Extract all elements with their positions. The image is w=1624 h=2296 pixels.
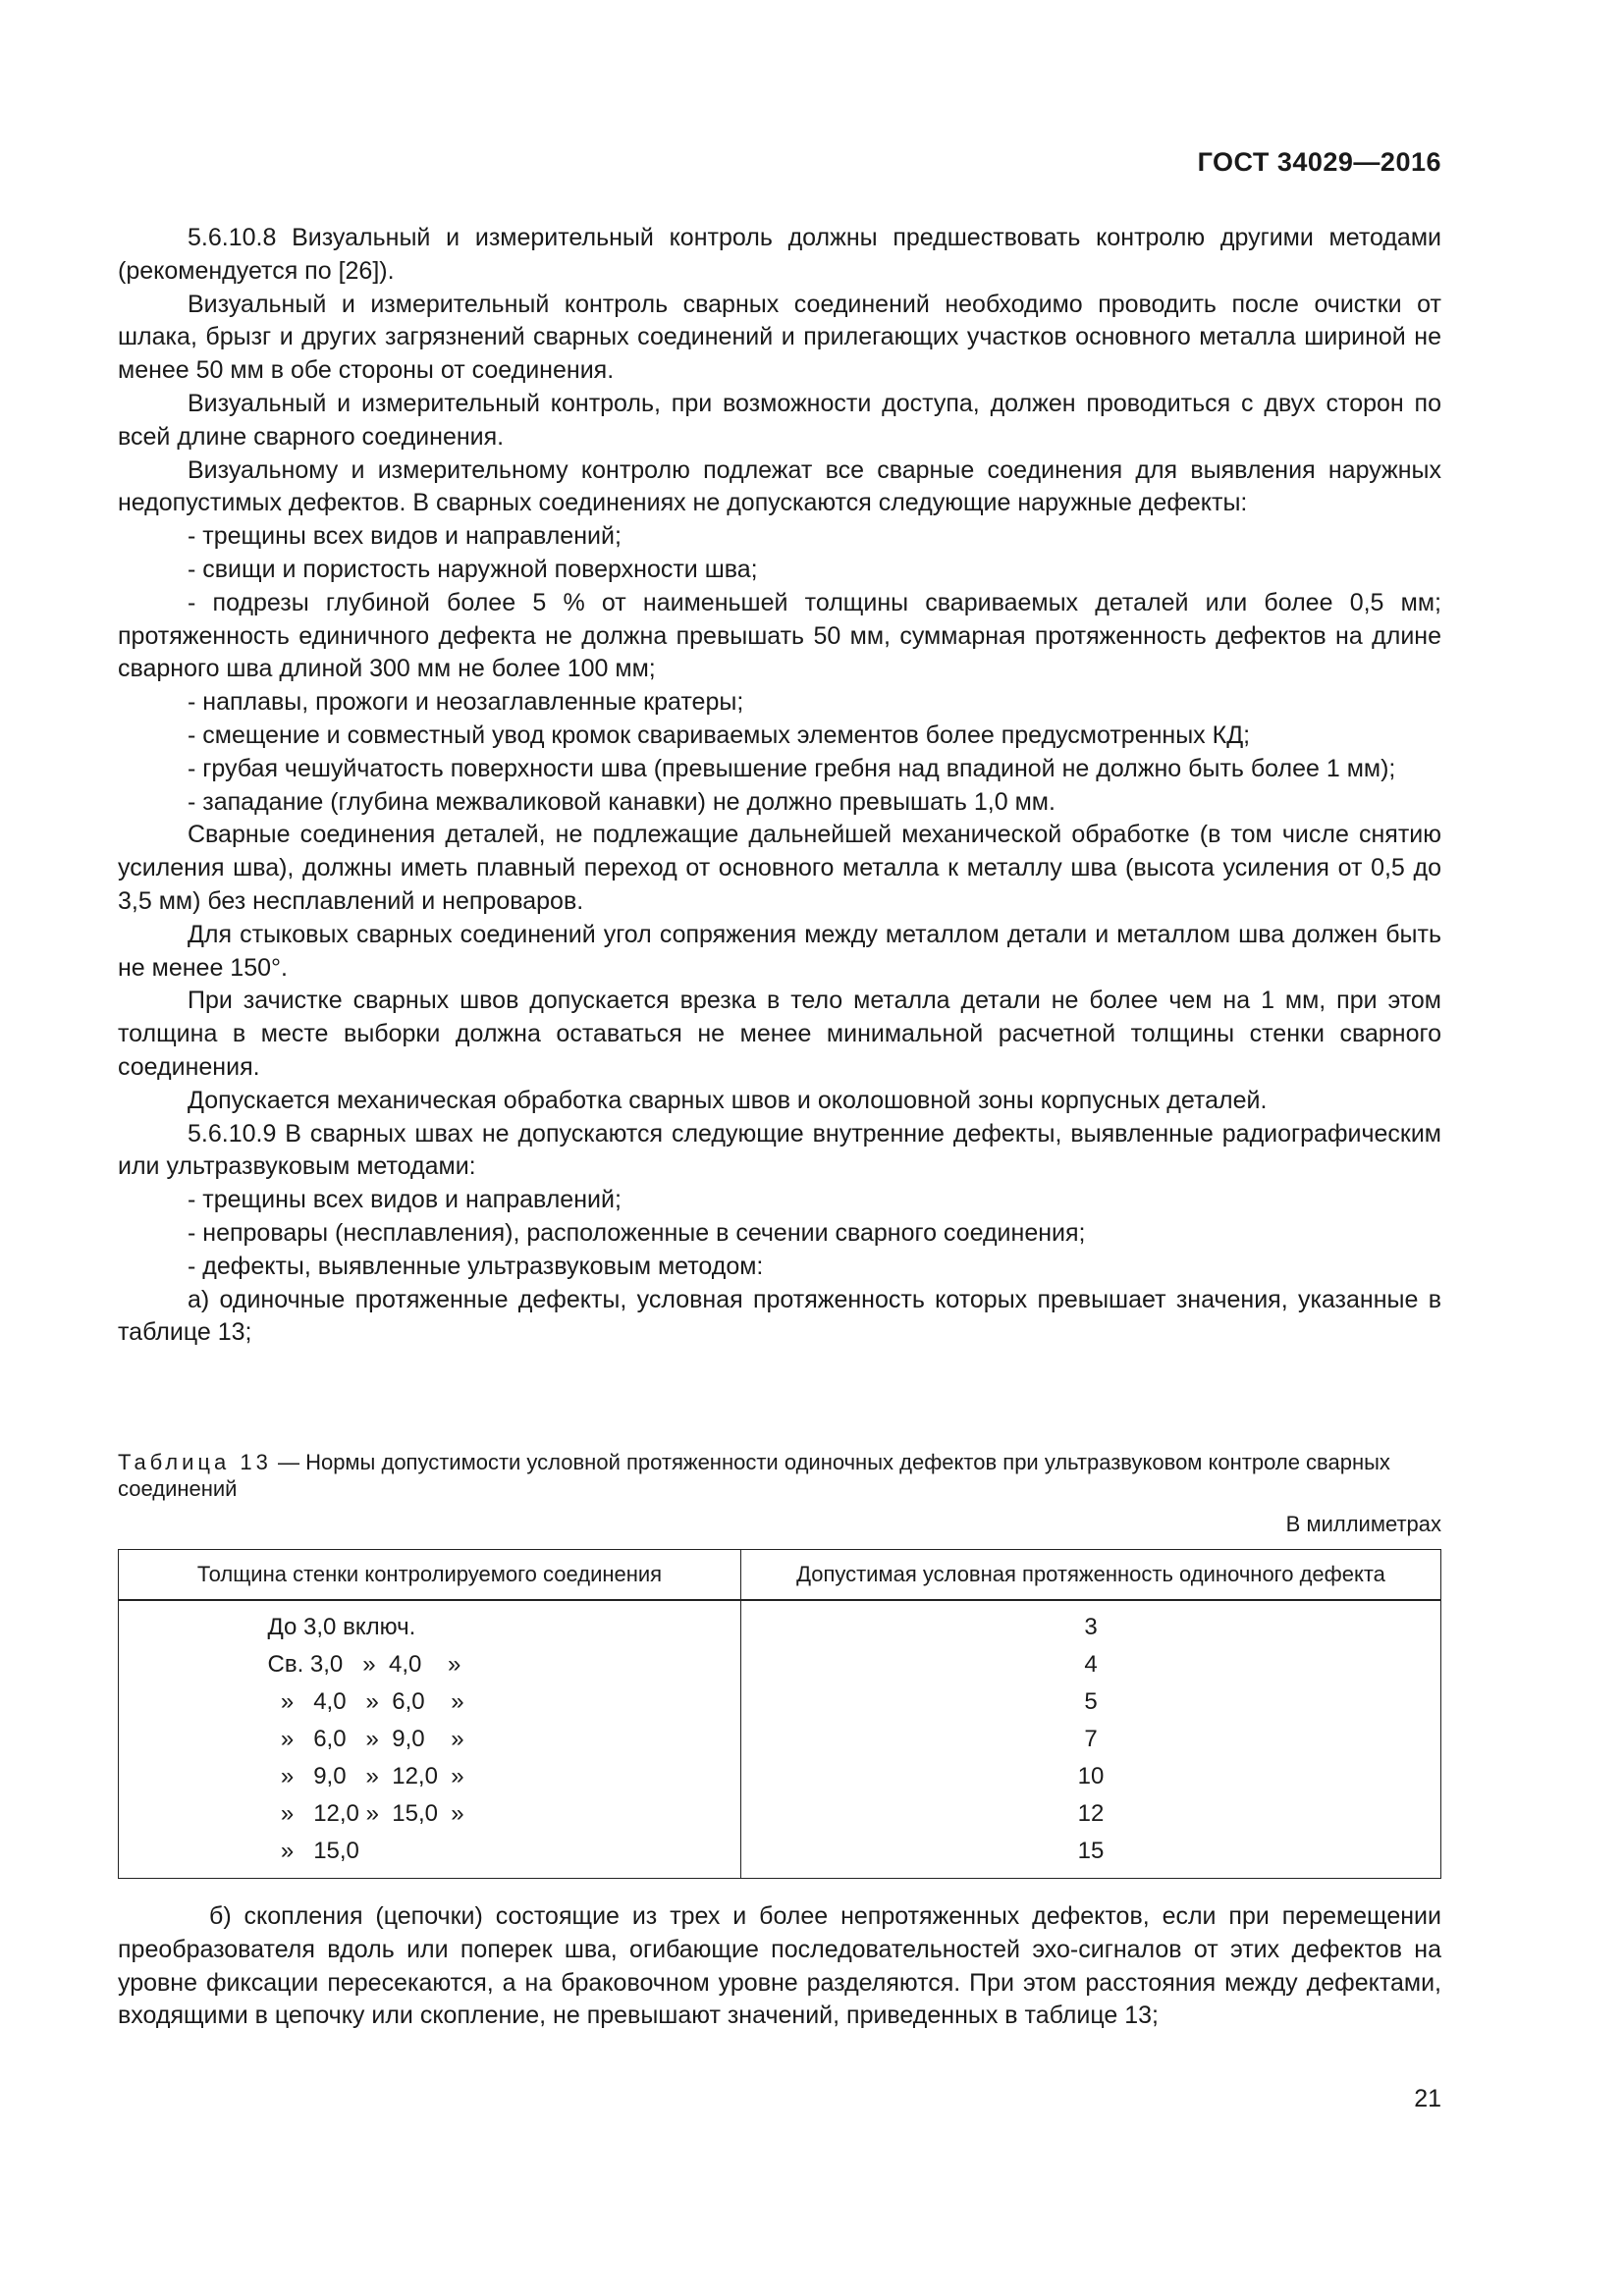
paragraph: 5.6.10.9 В сварных швах не допускаются следующие внутренние дефекты, выявленные радиографическим или ультразвуковым методами:	[118, 1119, 1441, 1181]
thickness-cell	[119, 1683, 741, 1721]
paragraph: Визуальному и измерительному контролю подлежат все сварные соединения для выявления наружных недопустимых дефектов. В сварных соединениях не допускаются следующие наружные дефекты:	[118, 455, 1441, 517]
list-item: - подрезы глубиной более 5 % от наименьшей толщины свариваемых деталей или более 0,5 мм; протяженность единичного дефекта не должна превышать 50 мм, суммарная протяженность дефектов на длине сварного шва длиной 300 мм не более 100 мм;	[118, 588, 1441, 683]
paragraph: При зачистке сварных швов допускается врезка в тело металла детали не более чем на 1 мм, при этом толщина в месте выборки должна оставаться не менее минимальной расчетной толщины стенки сварного соединения.	[118, 987, 1441, 1081]
paragraph: Сварные соединения деталей, не подлежащие дальнейшей механической обработке (в том числе снятию усиления шва), должны иметь плавный переход от основного металла к металлу шва (высота усиления от 0,5 до 3,5 мм) без несплавлений и непроваров.	[118, 821, 1441, 915]
length-value: 12	[1077, 1800, 1105, 1827]
table-header-row	[119, 1550, 1441, 1601]
table-caption-label: Таблица 13	[118, 1450, 272, 1474]
thickness-value: » 12,0 » 15,0 »	[267, 1800, 464, 1827]
thickness-cell	[119, 1646, 741, 1683]
thickness-value: » 9,0 » 12,0 »	[267, 1763, 464, 1789]
table-row	[119, 1683, 1441, 1721]
table-row	[119, 1795, 1441, 1833]
thickness-cell	[119, 1600, 741, 1646]
thickness-value: » 6,0 » 9,0 »	[267, 1726, 464, 1752]
norms-table	[118, 1549, 1441, 1879]
length-value: 15	[1077, 1838, 1105, 1864]
table-row	[119, 1758, 1441, 1795]
standard-header: ГОСТ 34029—2016	[1197, 147, 1441, 177]
table-header-thickness: Толщина стенки контролируемого соединения	[119, 1550, 741, 1601]
table-row	[119, 1646, 1441, 1683]
table-row	[119, 1833, 1441, 1879]
length-value: 5	[1084, 1688, 1098, 1715]
table-row	[119, 1600, 1441, 1646]
list-item: - западание (глубина межваликовой канавки) не должно превышать 1,0 мм.	[188, 787, 1056, 816]
page-number: 21	[1414, 2085, 1441, 2112]
thickness-cell	[119, 1758, 741, 1795]
thickness-value: Св. 3,0 » 4,0 »	[267, 1651, 461, 1678]
paragraph: Для стыковых сварных соединений угол сопряжения между металлом детали и металлом шва должен быть не менее 150°.	[118, 920, 1441, 982]
length-cell	[741, 1721, 1441, 1758]
paragraph: а) одиночные протяженные дефекты, условная протяженность которых превышает значения, указанные в таблице 13;	[118, 1285, 1441, 1347]
table-caption-text: — Нормы допустимости условной протяженности одиночных дефектов при ультразвуковом контроле сварных соединений	[118, 1450, 1390, 1501]
table-units: В миллиметрах	[1285, 1512, 1441, 1536]
thickness-cell	[119, 1833, 741, 1879]
thickness-cell	[119, 1721, 741, 1758]
list-item: - свищи и пористость наружной поверхности шва;	[188, 555, 758, 583]
length-value: 4	[1084, 1651, 1098, 1678]
length-value: 10	[1077, 1763, 1105, 1789]
paragraph: 5.6.10.8 Визуальный и измерительный контроль должны предшествовать контролю другими методами (рекомендуется по [26]).	[118, 224, 1441, 285]
paragraph: Визуальный и измерительный контроль, при возможности доступа, должен проводиться с двух сторон по всей длине сварного соединения.	[118, 389, 1441, 451]
list-item: - дефекты, выявленные ультразвуковым методом:	[188, 1252, 764, 1280]
paragraph: б) скопления (цепочки) состоящие из трех и более непротяженных дефектов, если при перемещении преобразователя вдоль или поперек шва, огибающие последовательностей эхо-сигналов от этих дефектов на уровне фиксации пересекаются, а на браковочном уровне разделяются. При этом расстояния между дефектами, входящими в цепочку или скопление, не превышают значений, приведенных в таблице 13;	[118, 1902, 1441, 2030]
list-item: - наплавы, прожоги и неозаглавленные кратеры;	[188, 688, 744, 717]
table-caption	[118, 1449, 1441, 1502]
table-header-length: Допустимая условная протяженность одиночного дефекта	[741, 1550, 1441, 1601]
thickness-value: » 15,0	[267, 1838, 359, 1864]
list-item: - непровары (несплавления), расположенные в сечении сварного соединения;	[188, 1218, 1086, 1247]
paragraph: Визуальный и измерительный контроль сварных соединений необходимо проводить после очистки от шлака, брызг и других загрязнений сварных соединений и прилегающих участков основного металла шириной не менее 50 мм в обе стороны от соединения.	[118, 290, 1441, 385]
length-cell	[741, 1683, 1441, 1721]
thickness-value: » 4,0 » 6,0 »	[267, 1688, 464, 1715]
main-text	[118, 222, 1441, 1350]
list-item: - трещины всех видов и направлений;	[188, 1186, 622, 1214]
length-cell	[741, 1833, 1441, 1879]
length-cell	[741, 1758, 1441, 1795]
thickness-value: До 3,0 включ.	[267, 1614, 416, 1640]
after-table-text	[118, 1900, 1441, 2033]
length-cell	[741, 1646, 1441, 1683]
table-row	[119, 1721, 1441, 1758]
length-cell	[741, 1795, 1441, 1833]
paragraph: Допускается механическая обработка сварных швов и околошовной зоны корпусных деталей.	[188, 1086, 1268, 1114]
list-item: - трещины всех видов и направлений;	[188, 522, 622, 551]
length-value: 3	[1084, 1614, 1098, 1640]
length-value: 7	[1084, 1726, 1098, 1752]
thickness-cell	[119, 1795, 741, 1833]
list-item: - грубая чешуйчатость поверхности шва (превышение гребня над впадиной не должно быть более 1 мм);	[188, 754, 1396, 782]
list-item: - смещение и совместный увод кромок свариваемых элементов более предусмотренных КД;	[188, 721, 1251, 749]
length-cell	[741, 1600, 1441, 1646]
